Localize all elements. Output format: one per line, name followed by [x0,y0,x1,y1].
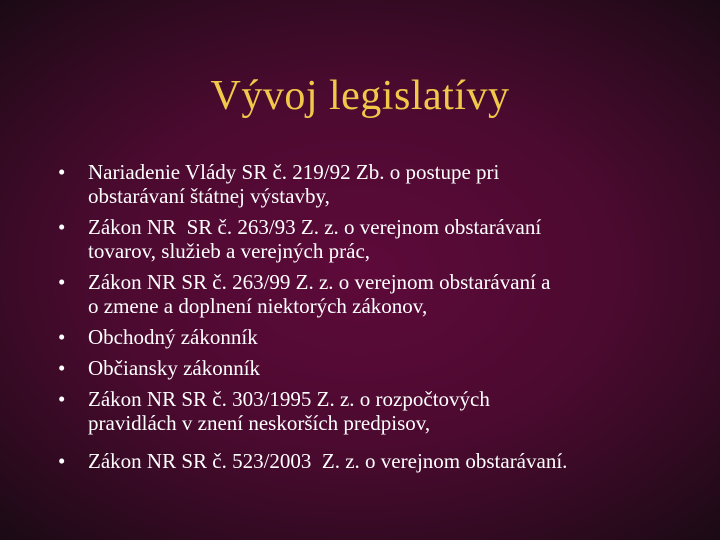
list-item-text: Zákon NR SR č. 303/1995 Z. z. o rozpočtových pravidlách v znení neskorších predpisov, [88,387,490,435]
list-item [58,356,698,380]
list-item [58,160,698,208]
list-item-text: Nariadenie Vlády SR č. 219/92 Zb. o postupe pri obstarávaní štátnej výstavby, [88,160,500,208]
bullet-list [58,160,698,480]
list-item-text: Občiansky zákonník [88,356,261,380]
list-item [58,449,698,473]
bullet-icon: • [58,160,66,184]
bullet-icon: • [58,356,66,380]
bullet-icon: • [58,270,66,294]
list-item [58,387,698,435]
list-item [58,325,698,349]
list-item-text: Zákon NR SR č. 523/2003 Z. z. o verejnom obstarávaní. [88,449,568,473]
list-item [58,215,698,263]
bullet-icon: • [58,215,66,239]
list-item-text: Zákon NR SR č. 263/93 Z. z. o verejnom obstarávaní tovarov, služieb a verejných prác, [88,215,542,263]
bullet-icon: • [58,449,66,473]
bullet-icon: • [58,325,66,349]
slide-title: Vývoj legislatívy [210,73,510,119]
list-item-text: Zákon NR SR č. 263/99 Z. z. o verejnom obstarávaní a o zmene a doplnení niektorých zákonov, [88,270,551,318]
bullet-icon: • [58,387,66,411]
list-item [58,270,698,318]
list-item-text: Obchodný zákonník [88,325,258,349]
